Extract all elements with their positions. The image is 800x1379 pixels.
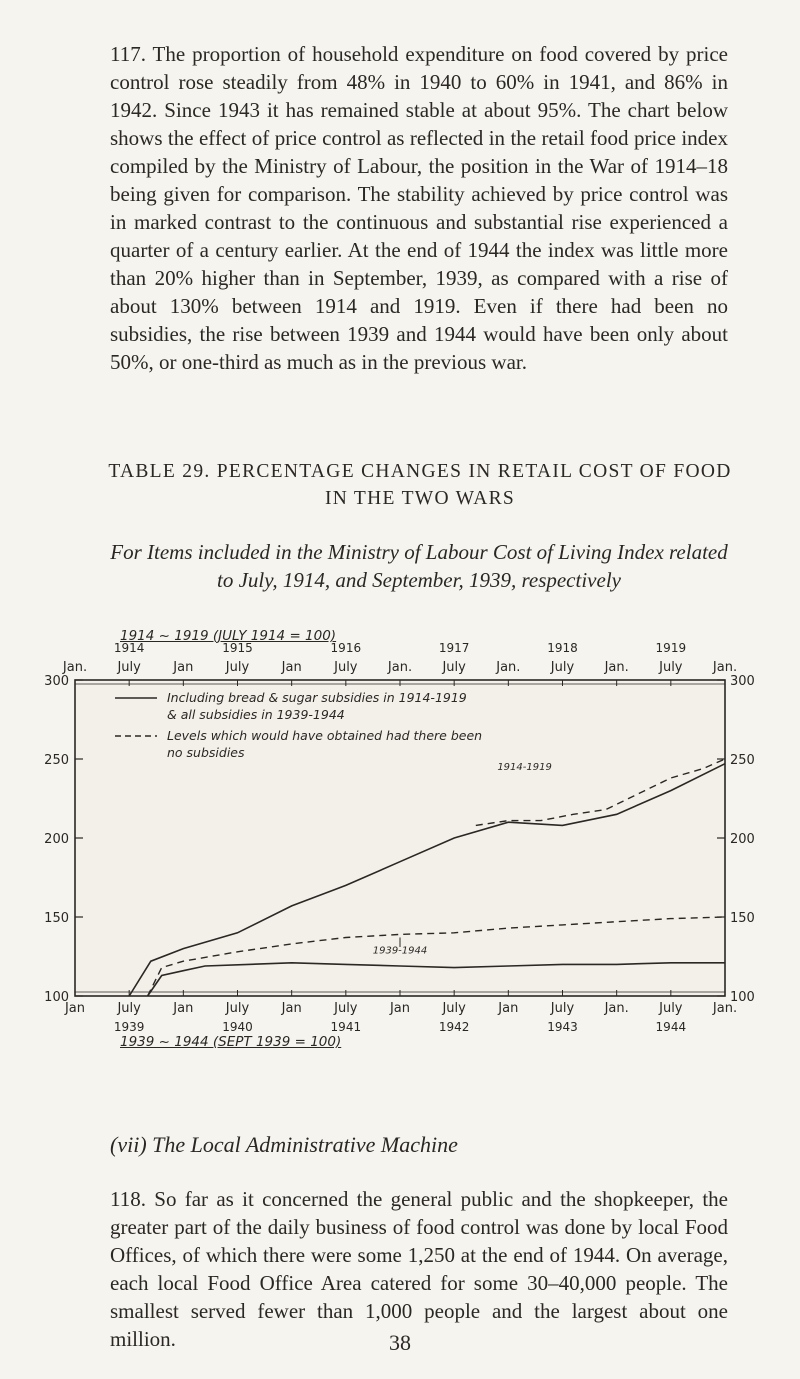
bottom-scale-label: 1939 ~ 1944 (SEPT 1939 = 100) [120,1034,342,1050]
bottom-month-label: Jan. [604,1001,629,1016]
top-month-label: Jan. [712,660,738,675]
top-month-label: July [225,660,250,675]
left-y-tick-label: 250 [44,753,69,768]
left-y-tick-label: 150 [44,911,69,926]
bottom-year-label: 1940 [222,1020,253,1034]
legend-label-cont: no subsidies [167,745,245,760]
annotation-1939-1944: 1939-1944 [372,945,428,957]
left-y-tick-label: 100 [44,990,69,1005]
top-year-label: 1919 [655,641,687,655]
top-year-label: 1914 [113,641,145,655]
right-y-tick-label: 150 [730,911,755,926]
right-y-tick-label: 100 [730,990,755,1005]
table-title: TABLE 29. PERCENTAGE CHANGES IN RETAIL COST OF FOOD IN THE TWO WARS [108,461,732,509]
section-heading: (vii) The Local Administrative Machine [110,1132,458,1157]
bottom-month-label: July [334,1001,358,1016]
top-year-label: 1917 [438,641,470,655]
bottom-month-label: July [659,1001,683,1016]
paragraph-117: 117. The proportion of household expenditure on food covered by price control rose steadily from 48% in 1940 to 60% in 1941, and 86% in 1942. Since 1943 it has remained stable at about 95%. The chart below shows the effect of price control as reflected in the retail food price index compiled by the Ministry of Labour, the position in the War of 1914–18 being given for comparison. The stability achieved by price control was in marked contrast to the continuous and substantial rise experienced a quarter of a century earlier. At the end of 1944 the index was little more than 20% higher than in September, 1939, as compared with a rise of about 130% between 1914 and 1919. Even if there had been no subsidies, the rise between 1939 and 1944 would have been only about 50%, or one-third as much as in the previous war. [110,42,728,374]
top-month-label: Jan [173,660,194,675]
bottom-month-label: Jan [389,1001,411,1016]
bottom-month-label: July [225,1001,250,1016]
paragraph-118: 118. So far as it concerned the general public and the shopkeeper, the greater part of the daily business of food control was done by local Food Offices, of which there were some 1,250 at the end of 1944. On average, each local Food Office Area catered for some 30–40,000 people. The smallest served fewer than 1,000 people and the largest about one million. [110,1187,728,1351]
left-y-tick-label: 200 [44,832,69,847]
bottom-month-label: Jan. [712,1001,738,1016]
legend-label-cont: & all subsidies in 1939-1944 [167,707,345,722]
legend-label: Levels which would have obtained had there been [167,728,483,743]
bottom-month-label: Jan [281,1001,302,1016]
top-month-label: Jan. [62,660,88,675]
right-y-tick-label: 200 [730,832,755,847]
top-month-label: July [442,660,466,675]
bottom-month-label: July [117,1001,141,1016]
top-month-label: Jan. [387,660,413,675]
bottom-year-label: 1943 [547,1020,578,1034]
left-y-tick-label: 300 [44,674,69,689]
bottom-month-label: July [442,1001,466,1016]
page-number: 38 [389,1330,411,1355]
bottom-year-label: 1939 [113,1020,145,1034]
bottom-month-label: Jan [173,1001,194,1016]
annotation-1914-1919: 1914-1919 [497,762,552,774]
bottom-year-label: 1942 [438,1020,470,1034]
top-year-label: 1916 [330,641,362,655]
bottom-month-label: Jan [498,1001,519,1016]
legend-label: Including bread & sugar subsidies in 1914-1919 [167,690,467,705]
right-y-tick-label: 300 [730,674,755,689]
bottom-month-label: Jan [64,1001,86,1016]
table-subtitle: For Items included in the Ministry of Labour Cost of Living Index related to July, 1914, and September, 1939, respectively [110,540,728,592]
top-month-label: Jan. [604,660,629,675]
top-scale-label: 1914 ~ 1919 (JULY 1914 = 100) [120,628,337,644]
right-y-tick-label: 250 [730,753,755,768]
top-year-label: 1915 [222,641,253,655]
top-year-label: 1918 [547,641,578,655]
bottom-year-label: 1944 [655,1020,687,1034]
top-month-label: Jan [281,660,302,675]
price-index-chart [30,640,770,1036]
bottom-month-label: July [550,1001,575,1016]
top-month-label: Jan. [496,660,521,675]
top-month-label: July [117,660,141,675]
top-month-label: July [659,660,683,675]
bottom-year-label: 1941 [330,1020,362,1034]
top-month-label: July [334,660,358,675]
top-month-label: July [550,660,575,675]
